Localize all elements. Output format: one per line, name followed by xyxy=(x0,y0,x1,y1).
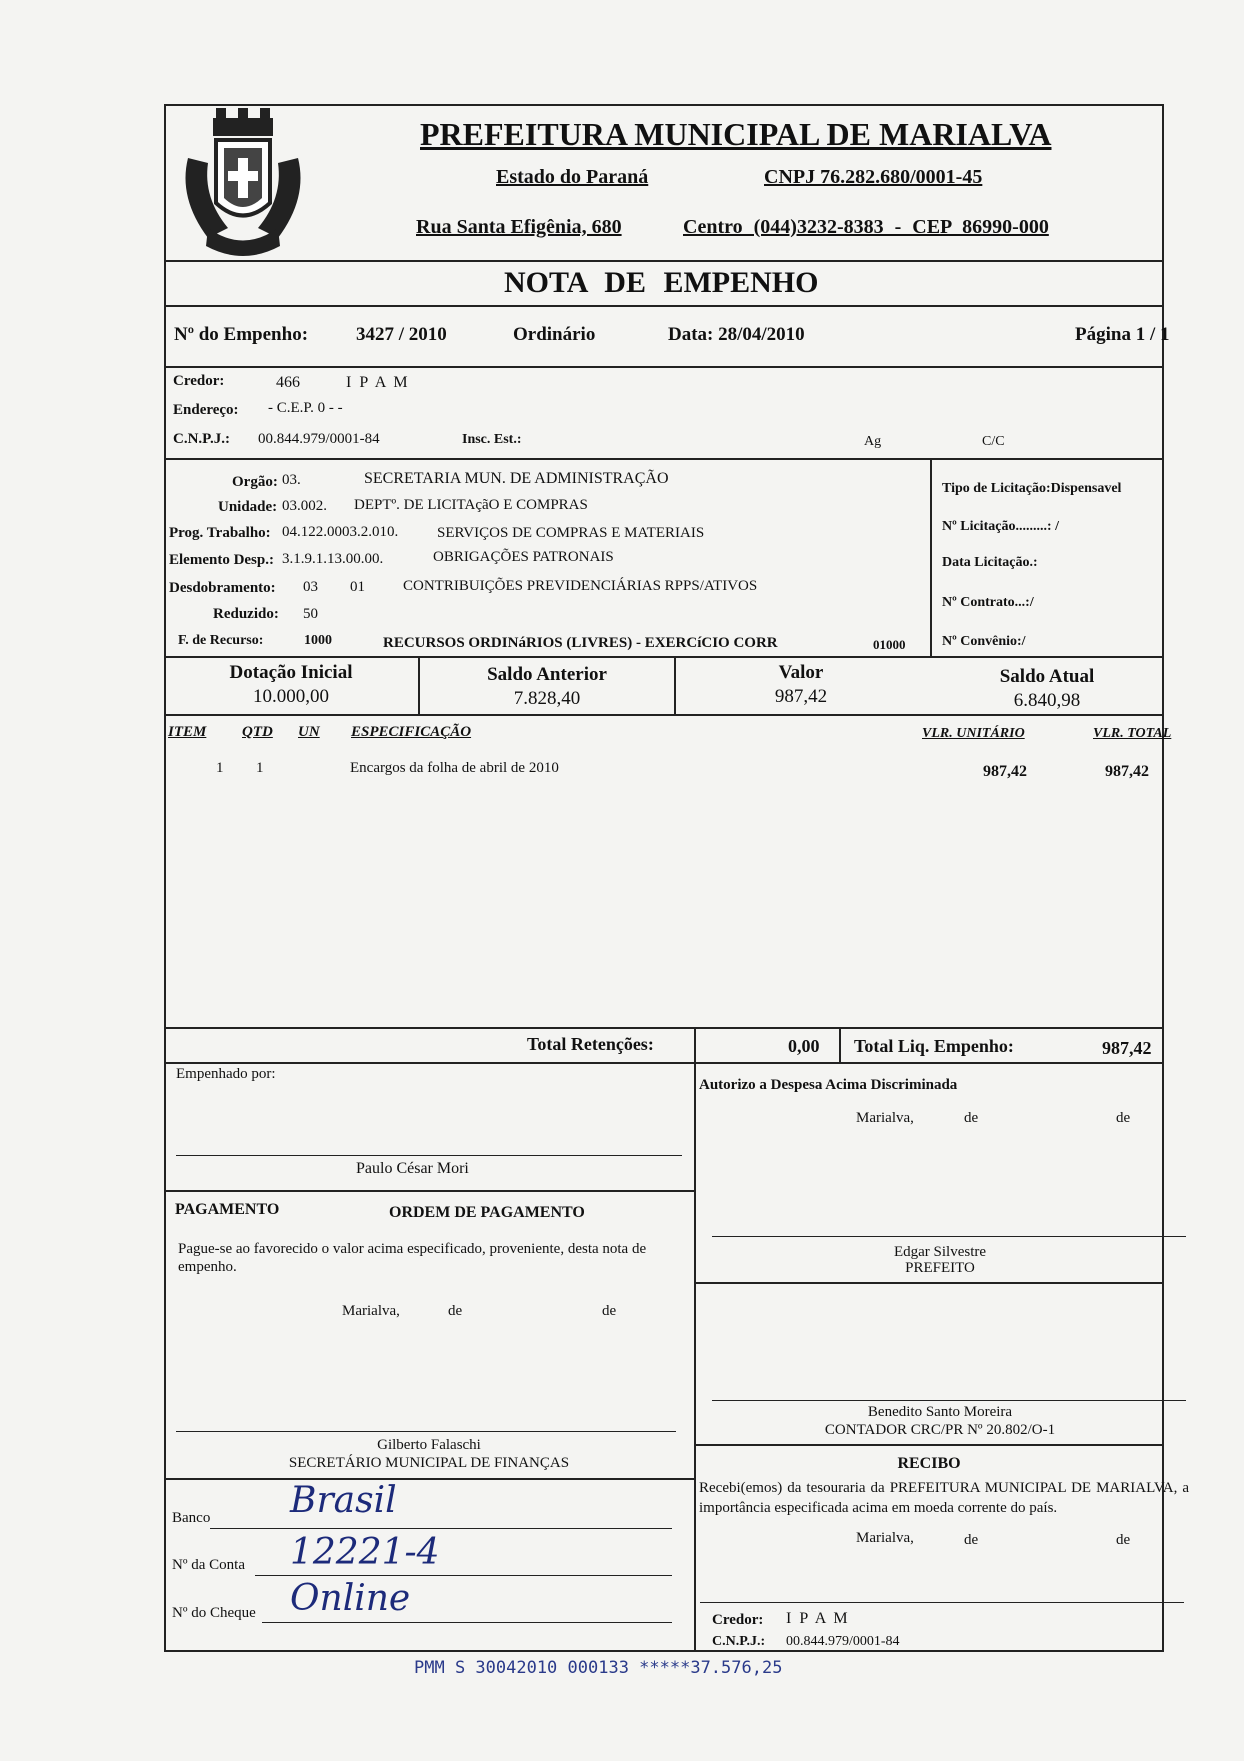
address-field-value: - C.E.P. 0 - - xyxy=(268,400,343,416)
prefeito-role: PREFEITO xyxy=(905,1260,975,1276)
recurso-code: 1000 xyxy=(304,633,332,648)
tipo-licitacao: Tipo de Licitação:Dispensavel xyxy=(942,481,1122,496)
recurso-name: RECURSOS ORDINáRIOS (LIVRES) - EXERCíCIO CORR xyxy=(383,635,778,651)
saldo-anterior-value: 7.828,40 xyxy=(513,688,581,709)
pagamento-de-2: de xyxy=(602,1303,617,1319)
especificacao-column-header: ESPECIFICAÇÃO xyxy=(351,724,472,740)
elemento-label: Elemento Desp.: xyxy=(169,552,274,568)
item-unit-value: 987,42 xyxy=(983,763,1027,780)
item-total-value: 987,42 xyxy=(1105,763,1149,780)
footer-cnpj-label: C.N.P.J.: xyxy=(712,1634,766,1649)
divider xyxy=(164,458,1164,460)
qtd-column-header: QTD xyxy=(242,724,273,740)
divider xyxy=(164,305,1164,307)
saldo-atual-label: Saldo Atual xyxy=(999,666,1095,687)
prog-trabalho-code: 04.122.0003.2.010. xyxy=(282,524,399,540)
recibo-title: RECIBO xyxy=(897,1455,961,1472)
divider xyxy=(164,366,1164,368)
autorizo-title: Autorizo a Despesa Acima Discriminada xyxy=(699,1077,958,1093)
item-column-header: ITEM xyxy=(168,724,207,740)
pagamento-label: PAGAMENTO xyxy=(175,1201,280,1218)
signature-line xyxy=(176,1431,676,1432)
agency-label: Ag xyxy=(864,434,882,449)
bank-stamp: PMM S 30042010 000133 *****37.576,25 xyxy=(414,1658,783,1678)
desdobramento-label: Desdobramento: xyxy=(169,580,276,596)
un-column-header: UN xyxy=(298,724,320,740)
city-hall-title: PREFEITURA MUNICIPAL DE MARIALVA xyxy=(420,116,1052,152)
divider xyxy=(930,458,932,656)
signature-line xyxy=(700,1602,1184,1603)
pagamento-text: Pague-se ao favorecido o valor acima especificado, proveniente, desta nota de empenho. xyxy=(178,1241,647,1275)
divider xyxy=(694,1444,1164,1446)
cheque-label: Nº do Cheque xyxy=(172,1605,256,1621)
prog-trabalho-name: SERVIÇOS DE COMPRAS E MATERIAIS xyxy=(437,525,705,541)
account-label: C/C xyxy=(982,434,1005,449)
divider xyxy=(164,1062,1164,1064)
empenho-number-value: 3427 / 2010 xyxy=(356,324,447,345)
vlr-total-column-header: VLR. TOTAL xyxy=(1093,726,1172,741)
banco-label: Banco xyxy=(172,1510,211,1526)
divider xyxy=(164,1027,1164,1029)
unidade-code: 03.002. xyxy=(282,498,327,514)
total-retencoes-value: 0,00 xyxy=(788,1036,820,1056)
autorizo-de-2: de xyxy=(1116,1110,1131,1126)
coat-of-arms-emblem xyxy=(168,108,318,258)
recurso-code-2: 01000 xyxy=(873,637,906,652)
numero-convenio: Nº Convênio:/ xyxy=(942,634,1026,649)
valor-value: 987,42 xyxy=(774,686,828,707)
divider xyxy=(164,1190,694,1192)
reduzido-label: Reduzido: xyxy=(213,606,279,622)
autorizo-place: Marialva, xyxy=(856,1110,914,1126)
elemento-code: 3.1.9.1.13.00.00. xyxy=(282,551,384,567)
footer-cnpj-value: 00.844.979/0001-84 xyxy=(786,1634,900,1649)
orgao-name: SECRETARIA MUN. DE ADMINISTRAÇÃO xyxy=(364,470,669,487)
item-number: 1 xyxy=(216,760,224,776)
state-label: Estado do Paraná xyxy=(496,166,649,188)
divider xyxy=(839,1027,841,1062)
secretario-name: Gilberto Falaschi xyxy=(377,1437,481,1453)
recibo-text: Recebi(emos) da tesouraria da PREFEITURA MUNICIPAL DE MARIALVA, a importância especificada acima em moeda corrente do país. xyxy=(699,1480,1189,1516)
address-label: Rua Santa Efigênia, 680 xyxy=(416,216,622,238)
footer-credor-label: Credor: xyxy=(712,1612,764,1628)
address-field-label: Endereço: xyxy=(173,402,239,418)
conta-line xyxy=(255,1575,672,1576)
divider xyxy=(694,1282,1164,1284)
conta-label: Nº da Conta xyxy=(172,1557,245,1573)
dotacao-inicial-label: Dotação Inicial xyxy=(229,662,353,683)
data-licitacao: Data Licitação.: xyxy=(942,555,1038,570)
signature-line xyxy=(176,1155,682,1156)
divider xyxy=(694,1062,696,1652)
document-title: NOTA DE EMPENHO xyxy=(504,266,819,299)
divider xyxy=(694,1027,696,1062)
unidade-label: Unidade: xyxy=(218,499,278,515)
pagamento-de-1: de xyxy=(448,1303,463,1319)
banco-handwritten: Brasil xyxy=(290,1480,397,1521)
empenho-date: Data: 28/04/2010 xyxy=(668,324,805,345)
total-liquido-label: Total Liq. Empenho: xyxy=(854,1036,1014,1056)
orgao-label: Orgão: xyxy=(232,474,278,490)
cnpj-label: CNPJ 76.282.680/0001-45 xyxy=(764,166,983,188)
divider xyxy=(164,656,1164,658)
recibo-de-2: de xyxy=(1116,1532,1131,1548)
elemento-name: OBRIGAÇÕES PATRONAIS xyxy=(433,549,614,565)
banco-line xyxy=(210,1528,672,1529)
orgao-code: 03. xyxy=(282,472,301,488)
empenho-number-label: Nº do Empenho: xyxy=(174,324,309,345)
credor-name: I P A M xyxy=(346,374,410,391)
desdobramento-name: CONTRIBUIÇÕES PREVIDENCIÁRIAS RPPS/ATIVOS xyxy=(403,578,758,594)
empenhado-por-label: Empenhado por: xyxy=(176,1066,276,1082)
empenhado-por-name: Paulo César Mori xyxy=(356,1160,469,1177)
contador-name: Benedito Santo Moreira xyxy=(867,1404,1013,1420)
divider xyxy=(164,260,1164,262)
credor-code: 466 xyxy=(276,374,300,391)
footer-credor-name: I P A M xyxy=(786,1610,850,1627)
cnpj-field-value: 00.844.979/0001-84 xyxy=(258,431,380,447)
item-specification: Encargos da folha de abril de 2010 xyxy=(350,760,559,776)
cheque-line xyxy=(262,1622,672,1623)
saldo-anterior-label: Saldo Anterior xyxy=(487,664,607,685)
insc-est-label: Insc. Est.: xyxy=(462,432,522,447)
conta-handwritten: 12221-4 xyxy=(290,1532,440,1573)
numero-licitacao: Nº Licitação.........: / xyxy=(942,519,1059,534)
numero-contrato: Nº Contrato...:/ xyxy=(942,595,1034,610)
divider xyxy=(164,714,1164,716)
contador-role: CONTADOR CRC/PR Nº 20.802/O-1 xyxy=(824,1422,1056,1438)
ordem-pagamento-title: ORDEM DE PAGAMENTO xyxy=(389,1204,585,1221)
pagamento-place: Marialva, xyxy=(342,1303,400,1319)
prog-trabalho-label: Prog. Trabalho: xyxy=(169,525,271,541)
dotacao-inicial-value: 10.000,00 xyxy=(253,686,329,707)
divider xyxy=(164,1478,694,1480)
contact-label: Centro (044)3232-8383 - CEP 86990-000 xyxy=(683,216,1049,238)
recurso-label: F. de Recurso: xyxy=(178,633,264,648)
valor-label: Valor xyxy=(778,662,824,683)
desdobramento-code: 03 xyxy=(303,579,318,595)
secretario-role: SECRETÁRIO MUNICIPAL DE FINANÇAS xyxy=(288,1455,570,1471)
prefeito-name: Edgar Silvestre xyxy=(893,1244,987,1260)
recibo-de-1: de xyxy=(964,1532,979,1548)
cnpj-field-label: C.N.P.J.: xyxy=(173,431,230,447)
total-retencoes-label: Total Retenções: xyxy=(527,1034,654,1054)
signature-line xyxy=(712,1400,1186,1401)
vlr-unitario-column-header: VLR. UNITÁRIO xyxy=(922,726,1025,741)
empenho-type: Ordinário xyxy=(513,324,596,345)
credor-label: Credor: xyxy=(173,373,225,389)
desdobramento-subcode: 01 xyxy=(350,579,365,595)
item-quantity: 1 xyxy=(256,760,264,776)
reduzido-value: 50 xyxy=(303,606,318,622)
recibo-place: Marialva, xyxy=(856,1530,914,1546)
cheque-handwritten: Online xyxy=(290,1578,411,1619)
total-liquido-value: 987,42 xyxy=(1102,1038,1152,1058)
unidade-name: DEPTº. DE LICITAçãO E COMPRAS xyxy=(354,497,588,513)
autorizo-de-1: de xyxy=(964,1110,979,1126)
saldo-atual-value: 6.840,98 xyxy=(1013,690,1081,711)
page-number: Página 1 / 1 xyxy=(1075,324,1170,345)
signature-line xyxy=(712,1236,1186,1237)
